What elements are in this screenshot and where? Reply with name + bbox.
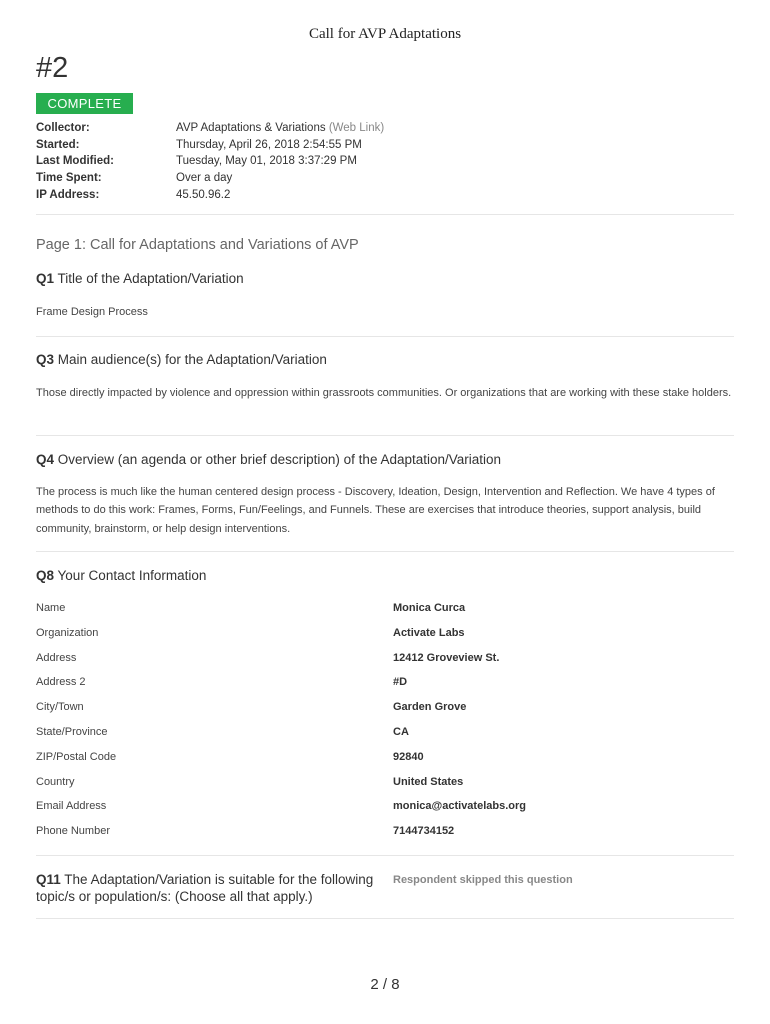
contact-label: Phone Number	[36, 825, 110, 838]
skipped-answer: Respondent skipped this question	[393, 874, 573, 886]
time-spent-value: Over a day	[176, 172, 233, 185]
collector-label: Collector:	[36, 122, 90, 134]
ip-row	[36, 187, 736, 204]
question-q3	[36, 352, 327, 367]
question-text: Title of the Adaptation/Variation	[57, 271, 244, 286]
contact-row	[36, 773, 734, 798]
response-metadata	[36, 120, 736, 203]
question-number: Q11	[36, 872, 61, 887]
contact-label: ZIP/Postal Code	[36, 750, 117, 763]
contact-value: monica@activatelabs.org	[393, 800, 526, 813]
time-spent-label: Time Spent:	[36, 172, 102, 185]
modified-row	[36, 153, 736, 170]
answer-q4: The process is much like the human centered design process - Discovery, Ideation, Design, Intervention and Reflection. We have 4 types of methods to do this work: Frames, Forms, Fun/Feelings, and Funnels. These are exercises that introduce theories, support analysis, build community, brainstorm, or help design interventions.	[36, 486, 715, 535]
question-text: Main audience(s) for the Adaptation/Variation	[57, 352, 327, 367]
started-row	[36, 137, 736, 154]
divider	[36, 918, 734, 919]
contact-value: Monica Curca	[393, 602, 466, 614]
time-spent-row	[36, 170, 736, 187]
question-q8	[36, 568, 206, 583]
contact-row	[36, 822, 734, 847]
contact-value: 7144734152	[393, 825, 455, 838]
question-q11	[36, 871, 381, 905]
contact-value: 92840	[393, 750, 424, 763]
contact-value: Garden Grove	[393, 701, 467, 714]
question-number: Q4	[36, 452, 55, 467]
page-number: 2 / 8	[370, 976, 400, 993]
response-number: #2	[36, 52, 69, 84]
question-number: Q3	[36, 352, 55, 367]
collector-name: AVP Adaptations & Variations	[176, 122, 326, 134]
divider	[36, 551, 734, 552]
ip-value: 45.50.96.2	[176, 188, 231, 201]
contact-value: Activate Labs	[393, 626, 465, 639]
document-title: Call for AVP Adaptations	[308, 26, 462, 42]
question-q4	[36, 452, 501, 467]
page-heading: Page 1: Call for Adaptations and Variations of AVP	[36, 237, 359, 253]
question-text: Your Contact Information	[57, 568, 207, 583]
collector-type: (Web Link)	[328, 122, 385, 134]
question-text: Overview (an agenda or other brief description) of the Adaptation/Variation	[57, 452, 502, 467]
question-number: Q8	[36, 568, 55, 583]
contact-label: Name	[36, 602, 66, 614]
collector-value	[176, 120, 384, 137]
contact-row	[36, 673, 734, 698]
contact-row	[36, 649, 734, 674]
collector-row	[36, 120, 736, 137]
contact-row	[36, 698, 734, 723]
contact-value: CA	[393, 725, 409, 738]
contact-row	[36, 599, 734, 624]
started-label: Started:	[36, 138, 80, 151]
contact-row	[36, 748, 734, 773]
contact-value: 12412 Groveview St.	[393, 651, 500, 664]
contact-row	[36, 797, 734, 822]
contact-label: City/Town	[36, 701, 84, 714]
contact-row	[36, 624, 734, 649]
answer-q3: Those directly impacted by violence and oppression within grassroots communities. Or organizations that are working with these stake holders.	[36, 387, 732, 399]
contact-row	[36, 723, 734, 748]
contact-label: Organization	[36, 626, 99, 639]
question-text: The Adaptation/Variation is suitable for the following topic/s or population/s: (Choose all that apply.)	[36, 872, 374, 904]
started-value: Thursday, April 26, 2018 2:54:55 PM	[176, 138, 362, 151]
answer-q1: Frame Design Process	[36, 306, 148, 318]
divider	[36, 214, 734, 215]
status-badge: COMPLETE	[36, 93, 133, 114]
question-number: Q1	[36, 271, 55, 286]
contact-label: Address	[36, 651, 77, 664]
divider	[36, 336, 734, 337]
contact-value: United States	[393, 775, 464, 788]
question-q1	[36, 271, 244, 286]
divider	[36, 435, 734, 436]
contact-label: Address 2	[36, 676, 86, 689]
contact-label: Country	[36, 775, 75, 788]
contact-label: Email Address	[36, 800, 107, 813]
contact-value: #D	[393, 676, 408, 689]
contact-label: State/Province	[36, 725, 108, 738]
divider	[36, 855, 734, 856]
modified-value: Tuesday, May 01, 2018 3:37:29 PM	[176, 155, 357, 168]
ip-label: IP Address:	[36, 188, 100, 201]
contact-info-table	[36, 599, 734, 847]
modified-label: Last Modified:	[36, 155, 114, 168]
